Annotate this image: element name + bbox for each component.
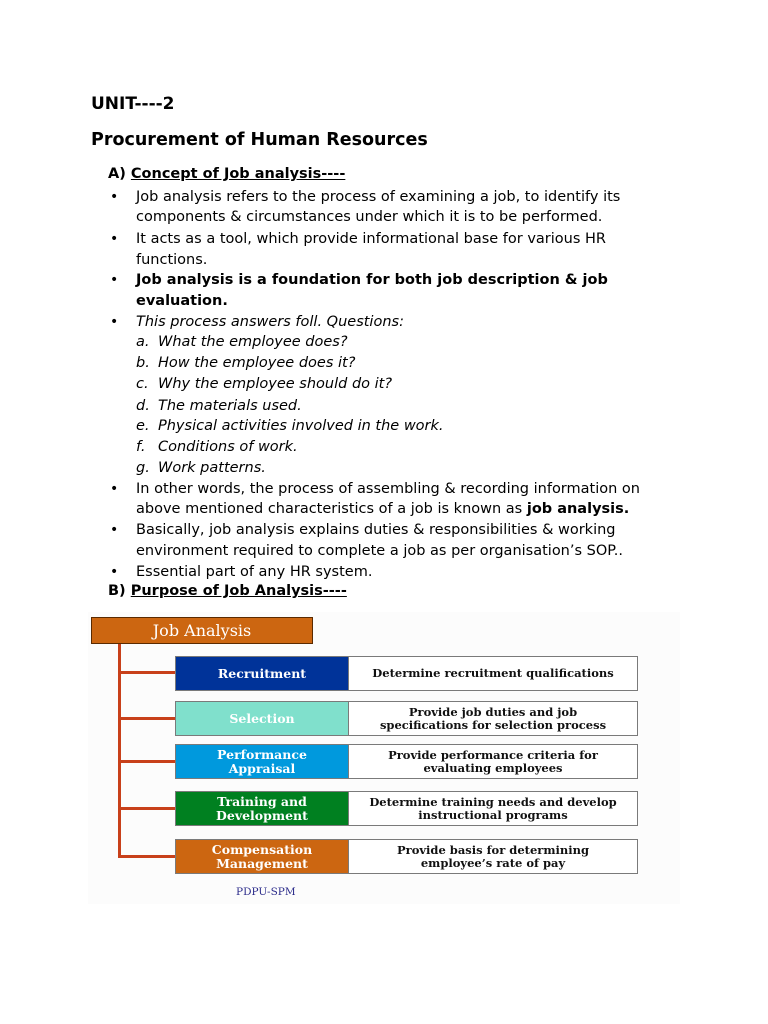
row-label-line-1: Recruitment — [217, 665, 307, 681]
question-letter: f. — [136, 439, 146, 455]
bullet-7-line-1: Essential part of any HR system. — [136, 564, 373, 580]
question-text: How the employee does it? — [158, 355, 356, 371]
bullet-dot: • — [110, 231, 119, 247]
row-desc-line-2: evaluating employees — [423, 760, 563, 775]
question-letter: g. — [136, 460, 150, 476]
bullet-dot: • — [110, 522, 119, 538]
row-desc-line-2: specifications for selection process — [379, 717, 607, 732]
bullet-5-text: above mentioned characteristics of a job is known as — [136, 501, 527, 517]
row-label-line-2: Management — [216, 855, 308, 871]
row-desc-line-1: Provide performance criteria for — [388, 747, 598, 762]
row-desc-line-2: instructional programs — [418, 807, 568, 822]
bullet-dot: • — [110, 314, 119, 330]
row-label-line-1: Training and — [217, 793, 307, 809]
bullet-dot: • — [110, 189, 119, 205]
bullet-4-line-1: This process answers foll. Questions: — [136, 314, 404, 330]
diagram-row-training — [175, 791, 638, 826]
row-label — [176, 657, 349, 690]
section-a-heading — [108, 166, 345, 182]
row-label-line-1: Compensation — [211, 841, 313, 857]
job-analysis-diagram — [88, 612, 680, 904]
bullet-2-line-2: functions. — [136, 252, 208, 268]
row-description — [349, 657, 637, 690]
row-label-line-2: Development — [216, 807, 308, 823]
question-text: Work patterns. — [158, 460, 266, 476]
bullet-3-line-1: Job analysis is a foundation for both job description & job — [136, 272, 608, 288]
diagram-footer-text: PDPU-SPM — [236, 886, 296, 898]
bullet-5-line-1: In other words, the process of assembling & recording information on — [136, 481, 640, 497]
section-b-title: Purpose of Job Analysis---- — [130, 583, 347, 599]
row-label — [176, 702, 349, 735]
section-a-prefix: A) — [108, 166, 131, 182]
bullet-5-bold-term: job analysis. — [526, 501, 630, 517]
bullet-6-line-1: Basically, job analysis explains duties & responsibilities & working — [136, 522, 616, 538]
job-analysis-header: Job Analysis — [91, 617, 313, 644]
row-desc-line-2: employee’s rate of pay — [420, 855, 566, 870]
row-description — [349, 792, 637, 825]
bullet-1-line-2: components & circumstances under which it is to be performed. — [136, 209, 603, 225]
bullet-2-line-1: It acts as a tool, which provide informational base for various HR — [136, 231, 606, 247]
bullet-6-line-2: environment required to complete a job as per organisation’s SOP.. — [136, 543, 623, 559]
bullet-3-line-2: evaluation. — [136, 293, 228, 309]
diagram-row-recruitment — [175, 656, 638, 691]
row-label — [176, 792, 349, 825]
row-label — [176, 745, 349, 778]
row-desc-line-1: Determine recruitment qualifications — [372, 666, 614, 680]
bullet-dot: • — [110, 481, 119, 497]
diagram-row-selection — [175, 701, 638, 736]
unit-title: UNIT----2 — [91, 94, 175, 114]
connector-spine — [118, 644, 121, 858]
diagram-row-performance-appraisal — [175, 744, 638, 779]
section-b-prefix: B) — [108, 583, 131, 599]
question-text: Why the employee should do it? — [158, 376, 393, 392]
question-text: Conditions of work. — [158, 439, 298, 455]
row-label-line-2: Appraisal — [228, 760, 296, 776]
question-letter: d. — [136, 398, 150, 414]
row-desc-line-1: Provide basis for determining — [397, 842, 589, 857]
row-label — [176, 840, 349, 873]
question-letter: b. — [136, 355, 150, 371]
section-b-heading — [108, 583, 347, 599]
bullet-dot: • — [110, 272, 119, 288]
question-text: Physical activities involved in the work. — [158, 418, 444, 434]
row-description — [349, 702, 637, 735]
row-desc-line-1: Determine training needs and develop — [369, 794, 617, 809]
row-description — [349, 745, 637, 778]
row-description — [349, 840, 637, 873]
question-text: The materials used. — [158, 398, 302, 414]
row-label-line-1: Selection — [229, 710, 295, 726]
page-title: Procurement of Human Resources — [91, 130, 428, 150]
question-letter: c. — [136, 376, 149, 392]
diagram-row-compensation — [175, 839, 638, 874]
bullet-1-line-1: Job analysis refers to the process of examining a job, to identify its — [136, 189, 621, 205]
bullet-dot: • — [110, 564, 119, 580]
question-letter: a. — [136, 334, 150, 350]
row-desc-line-1: Provide job duties and job — [408, 704, 578, 719]
section-a-title: Concept of Job analysis---- — [130, 166, 346, 182]
row-label-line-1: Performance — [217, 746, 307, 762]
question-text: What the employee does? — [158, 334, 348, 350]
question-letter: e. — [136, 418, 150, 434]
bullet-5-line-2 — [136, 499, 629, 519]
